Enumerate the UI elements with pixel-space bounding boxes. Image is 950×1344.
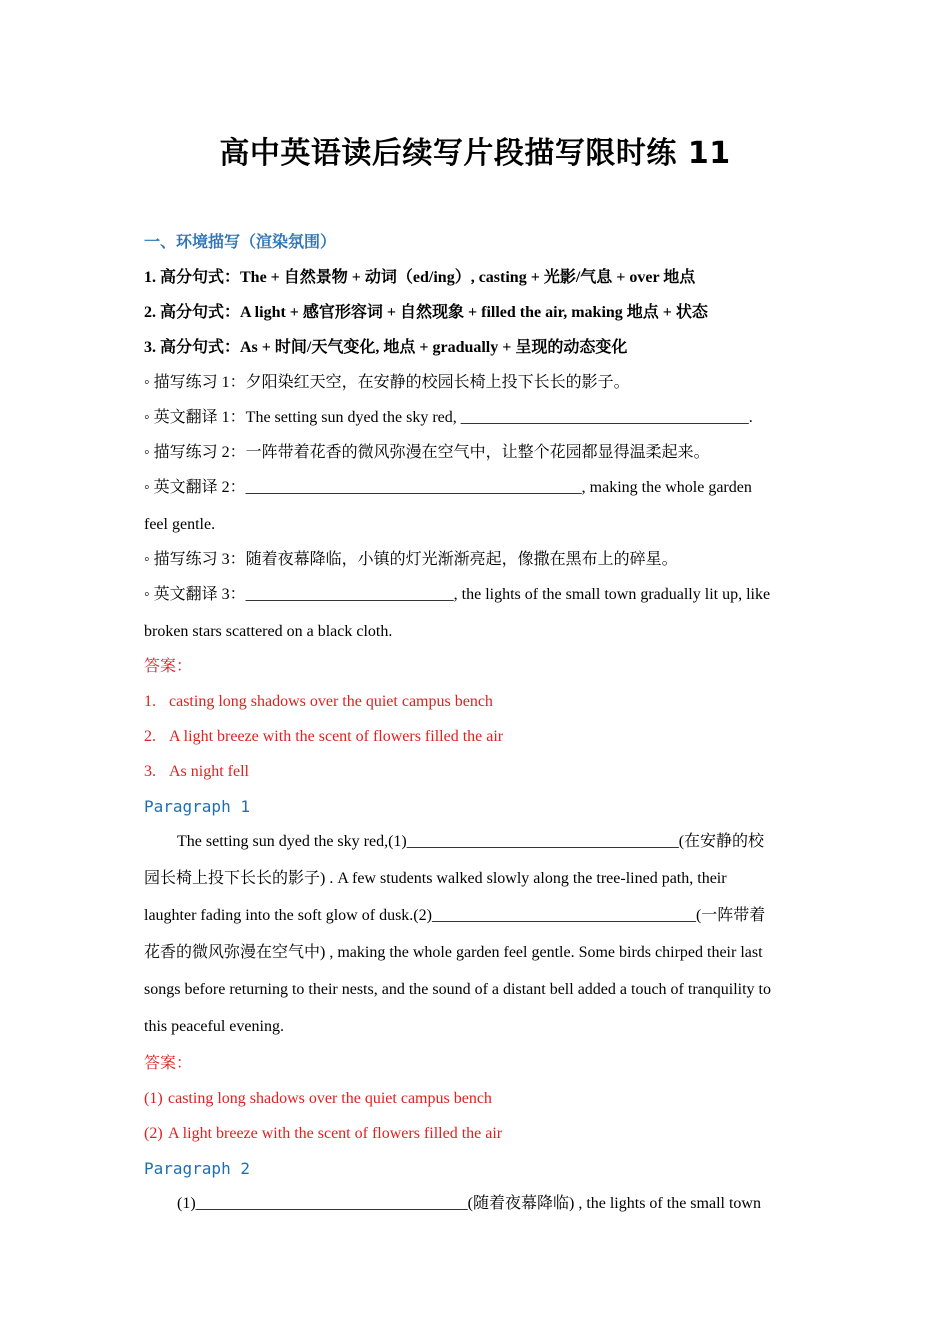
- paragraph-1-line: laughter fading into the soft glow of dusk.(2)_________________________________(一阵带着: [144, 907, 766, 924]
- section-heading: 一、环境描写（渲染氛围）: [144, 234, 337, 251]
- paragraph-1-line: this peaceful evening.: [144, 1018, 284, 1035]
- paragraph-1-label: Paragraph 1: [144, 797, 250, 816]
- document-body: [144, 230, 806, 1228]
- answer-number: (1): [144, 1090, 163, 1107]
- translate-3-line-b: broken stars scattered on a black cloth.: [144, 623, 393, 640]
- translate-3-line-a: ◦ 英文翻译 3：__________________________, the lights of the small town gradually lit up, like: [144, 586, 771, 603]
- answer-text: As night fell: [169, 763, 249, 780]
- pattern-1: 1. 高分句式：The + 自然景物 + 动词（ed/ing）, casting + 光影/气息 + over 地点: [144, 269, 696, 286]
- paragraph-1-answer-2: [144, 1121, 806, 1156]
- answer-number: (2): [144, 1125, 163, 1142]
- paragraph-2-label: Paragraph 2: [144, 1159, 250, 1178]
- paragraph-1-line: The setting sun dyed the sky red,(1)__________________________________(在安静的校: [177, 833, 765, 850]
- translate-1: ◦ 英文翻译 1：The setting sun dyed the sky red, ____________________________________.: [144, 409, 753, 426]
- practice-2: ◦ 描写练习 2：一阵带着花香的微风弥漫在空气中，让整个花园都显得温柔起来。: [144, 444, 710, 461]
- paragraph-1-answer-label: 答案：: [144, 1055, 193, 1072]
- page-title: 高中英语读后续写片段描写限时练 11: [219, 136, 731, 171]
- paragraph-1-line: 花香的微风弥漫在空气中) , making the whole garden feel gentle. Some birds chirped their last: [144, 944, 763, 961]
- answer-number: 2.: [144, 728, 156, 745]
- answer-item-3: [144, 759, 806, 794]
- answer-number: 1.: [144, 693, 156, 710]
- translate-2-line-a: ◦ 英文翻译 2：__________________________________________, making the whole garden: [144, 479, 752, 496]
- practice-1: ◦ 描写练习 1：夕阳染红天空，在安静的校园长椅上投下长长的影子。: [144, 374, 630, 391]
- answer-text: casting long shadows over the quiet campus bench: [169, 693, 493, 710]
- paragraph-1-line: songs before returning to their nests, and the sound of a distant bell added a touch of tranquility to: [144, 981, 771, 998]
- answer-number: 3.: [144, 763, 156, 780]
- pattern-2: 2. 高分句式：A light + 感官形容词 + 自然现象 + filled the air, making 地点 + 状态: [144, 304, 708, 321]
- translate-2-line-b: feel gentle.: [144, 516, 216, 533]
- paragraph-1-line: 园长椅上投下长长的影子) . A few students walked slowly along the tree-lined path, their: [144, 870, 727, 887]
- answer-text: casting long shadows over the quiet campus bench: [168, 1090, 492, 1107]
- practice-3: ◦ 描写练习 3：随着夜幕降临，小镇的灯光渐渐亮起，像撒在黑布上的碎星。: [144, 551, 678, 568]
- answer-label: 答案：: [144, 658, 193, 675]
- answer-item-2: [144, 724, 806, 759]
- answer-item-1: [144, 689, 806, 724]
- answer-text: A light breeze with the scent of flowers filled the air: [168, 1125, 503, 1142]
- pattern-3: 3. 高分句式：As + 时间/天气变化, 地点 + gradually + 呈现的动态变化: [144, 339, 628, 356]
- paragraph-2-line: (1)__________________________________(随着夜幕降临) , the lights of the small town: [177, 1195, 761, 1212]
- answer-text: A light breeze with the scent of flowers filled the air: [169, 728, 504, 745]
- paragraph-1-answer-1: [144, 1086, 806, 1121]
